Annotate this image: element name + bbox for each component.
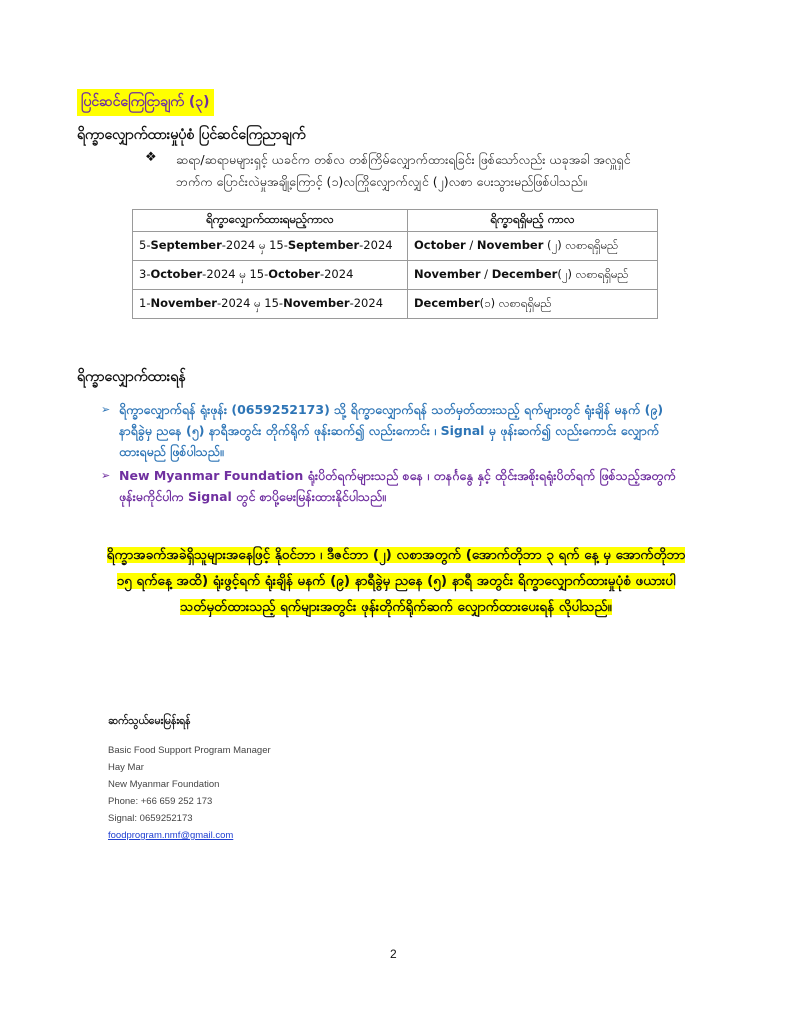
apply-period-cell: 3-October-2024 မှ 15-October-2024 [133,261,408,290]
section-heading-how-to-apply: ရိက္ခာလျှောက်ထားရန် [77,369,186,385]
diamond-bullet-icon: ❖ [145,150,157,165]
instruction-phone-line-1: ရိက္ခာလျှောက်ရန် ရုံးဖုန်း (0659252173) သို့ ရိက္ခာလျှောက်ရန် သတ်မှတ်ထားသည့် ရက်များတွင် ရုံးချိန် မနက် (၉) [119,402,664,417]
bullet-line-1: ဆရာ/ဆရာမများရှင့် ယခင်က တစ်လ တစ်ကြိမ်လျှောက်ထားရခြင်း ဖြစ်သော်လည်း ယခုအခါ အလှူရှင် [176,152,631,167]
notice-line-2: ၁၅ ရက်နေ့ အထိ) ရုံးဖွင့်ရက် ရုံးချိန် မနက် (၉) နာရီခွဲမှ ညနေ (၅) နာရီ အတွင်း ရိက္ခာလျှောက်ထားမှုပုံစံ ဖယားပါ [116,573,676,589]
contact-phone: Phone: +66 659 252 173 [108,796,213,807]
instruction-phone-line-3: ထားရမည် ဖြစ်ပါသည်။ [119,444,224,459]
header-apply-period: ရိက္ခာလျှောက်ထားရမည့်ကာလ [133,210,408,232]
instruction-holidays-line-2: ဖုန်းမကိုင်ပါက Signal တွင် စာပို့မေးမြန်းထားနိုင်ပါသည်။ [119,489,386,504]
contact-email-link[interactable]: foodprogram.nmf@gmail.com [108,830,234,841]
apply-period-cell: 1-November-2024 မှ 15-November-2024 [133,290,408,319]
table-header-row [133,210,658,232]
bullet-paragraph [176,149,736,193]
arrow-bullet-icon: ➢ [101,403,111,416]
page-number: 2 [390,947,397,961]
receive-period-cell: December(၁) လစာရရှိမည် [408,290,658,319]
table-row [133,232,658,261]
bullet-line-2: ဘက်က ပြောင်းလဲမှုအချို့ကြောင့် (၁)လကြိုလျှောက်လျှင် (၂)လစာ ပေးသွားမည်ဖြစ်ပါသည်။ [176,174,587,189]
notice-title: ပြင်ဆင်ကြေငြာချက် (၃) [77,89,214,116]
receive-period-cell: November / December(၂) လစာရရှိမည် [408,261,658,290]
contact-name: Hay Mar [108,762,144,773]
table-row [133,290,658,319]
contact-label: ဆက်သွယ်မေးမြန်းရန် [108,715,191,727]
schedule-table [132,209,658,319]
notice-line-1: ရိက္ခာအခက်အခဲရှိသူများအနေဖြင့် နိုဝင်ဘာ ၊ ဒီဇင်ဘာ (၂) လစာအတွက် (အောက်တိုဘာ ၃ ရက် နေ့ မှ အောက်တိုဘာ [106,547,686,563]
contact-block [108,742,271,844]
table-row [133,261,658,290]
header-receive-period: ရိက္ခာရရှိမည့် ကာလ [408,210,658,232]
apply-period-cell: 5-September-2024 မှ 15-September-2024 [133,232,408,261]
notice-line-3: သတ်မှတ်ထားသည့် ရက်များအတွင်း ဖုန်းတိုက်ရိုက်ဆက် လျှောက်ထားပေးရန် လိုပါသည်။ [180,599,612,615]
section-heading-form-change: ရိက္ခာလျှောက်ထားမှုပုံစံ ပြင်ဆင်ကြေညာချက် [77,127,306,143]
contact-signal: Signal: 0659252173 [108,813,193,824]
highlight-notice [60,542,732,620]
contact-org: New Myanmar Foundation [108,779,220,790]
instruction-holidays [101,465,734,507]
arrow-bullet-icon: ➢ [101,469,111,482]
instruction-holidays-line-1: New Myanmar Foundation ရုံးပိတ်ရက်များသည် စနေ ၊ တနင်္ဂနွေ နှင့် ထိုင်းအစိုးရရုံးပိတ်ရက် ဖြစ်သည့်အတွက် [119,468,676,483]
receive-period-cell: October / November (၂) လစာရရှိမည် [408,232,658,261]
instruction-phone [101,399,734,462]
instruction-phone-line-2: နာရီခွဲမှ ညနေ (၅) နာရီအတွင်း တိုက်ရိုက် ဖုန်းဆက်၍ လည်းကောင်း ၊ Signal မှ ဖုန်းဆက်၍ လည်းကောင်း လျှောက် [119,423,660,438]
contact-title: Basic Food Support Program Manager [108,745,271,756]
